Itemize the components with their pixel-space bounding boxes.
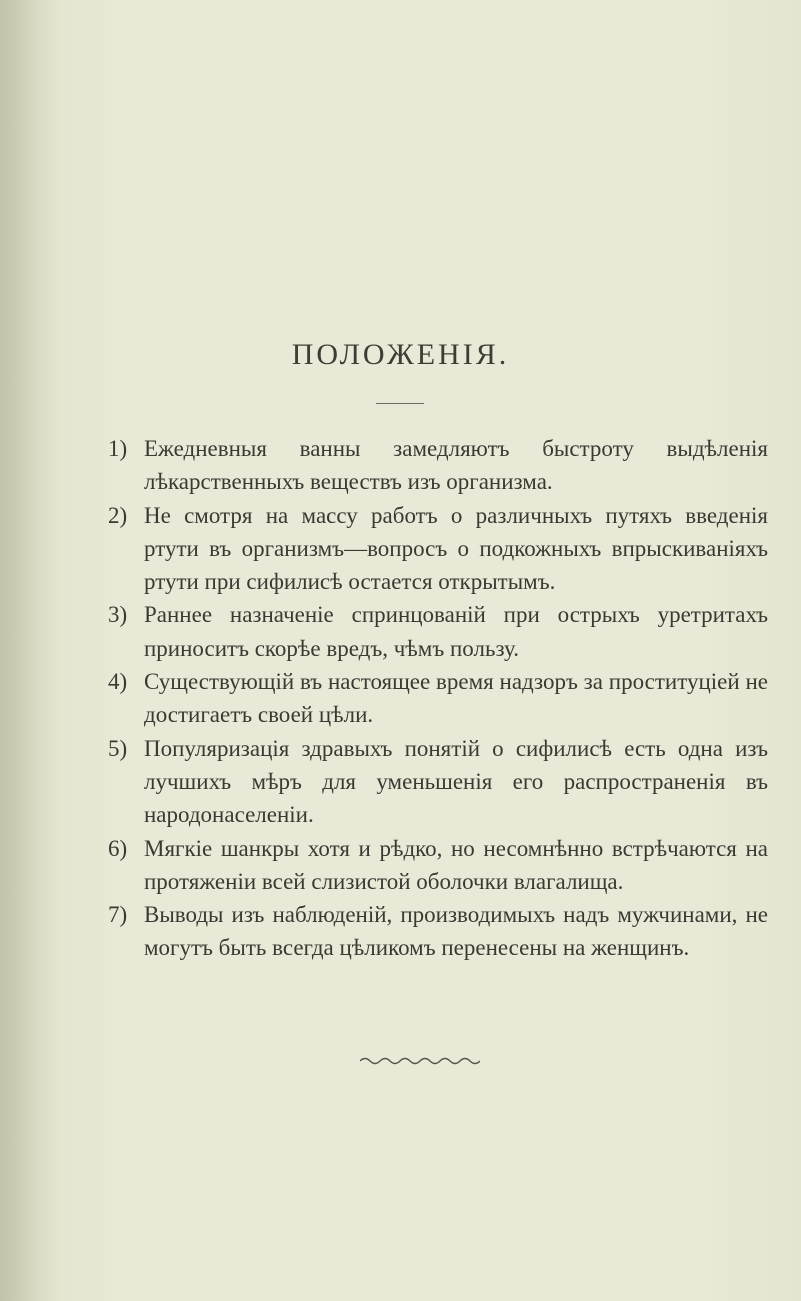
thesis-number: 4) xyxy=(108,669,128,695)
theses-list xyxy=(108,432,768,965)
page-spine-shadow xyxy=(0,0,60,1301)
page-title: ПОЛОЖЕНІЯ. xyxy=(291,338,510,371)
thesis-text: Существующій въ настоящее время надзоръ за проституціей не достигаетъ своей цѣли. xyxy=(144,669,768,728)
thesis-item xyxy=(108,665,768,732)
thesis-number: 6) xyxy=(108,835,128,861)
thesis-text: Популяризація здравыхъ понятій о сифилисѣ есть одна изъ лучшихъ мѣръ для уменьшенія его распространенія въ народонаселеніи. xyxy=(144,735,768,828)
thesis-number: 2) xyxy=(108,502,128,528)
wavy-ornament-icon xyxy=(360,1055,480,1067)
thesis-text: Не смотря на массу работъ о различныхъ путяхъ введенія ртути въ организмъ—вопросъ о подкожныхъ впрыскиваніяхъ ртути при сифилисѣ остается открытымъ. xyxy=(144,502,768,595)
thesis-item xyxy=(108,598,768,665)
thesis-number: 1) xyxy=(108,436,128,461)
thesis-number: 3) xyxy=(108,602,128,628)
thesis-item xyxy=(108,432,768,499)
thesis-number: 7) xyxy=(108,902,128,928)
thesis-text: Мягкіе шанкры хотя и рѣдко, но несомнѣнно встрѣчаются на протяженіи всей слизистой оболочки влагалища. xyxy=(144,835,768,894)
thesis-item xyxy=(108,898,768,965)
thesis-number: 5) xyxy=(108,735,128,761)
title-divider xyxy=(376,403,424,404)
thesis-item xyxy=(108,499,768,599)
thesis-item xyxy=(108,832,768,899)
thesis-text: Ежедневныя ванны замедляютъ быстроту выдѣленія лѣкарственныхъ веществъ изъ организма. xyxy=(144,436,768,495)
thesis-text: Раннее назначеніе спринцованій при острыхъ уретритахъ приноситъ скорѣе вредъ, чѣмъ пользу. xyxy=(144,602,768,661)
thesis-item xyxy=(108,732,768,832)
thesis-text: Выводы изъ наблюденій, производимыхъ надъ мужчинами, не могутъ быть всегда цѣликомъ перенесены на женщинъ. xyxy=(144,902,768,961)
